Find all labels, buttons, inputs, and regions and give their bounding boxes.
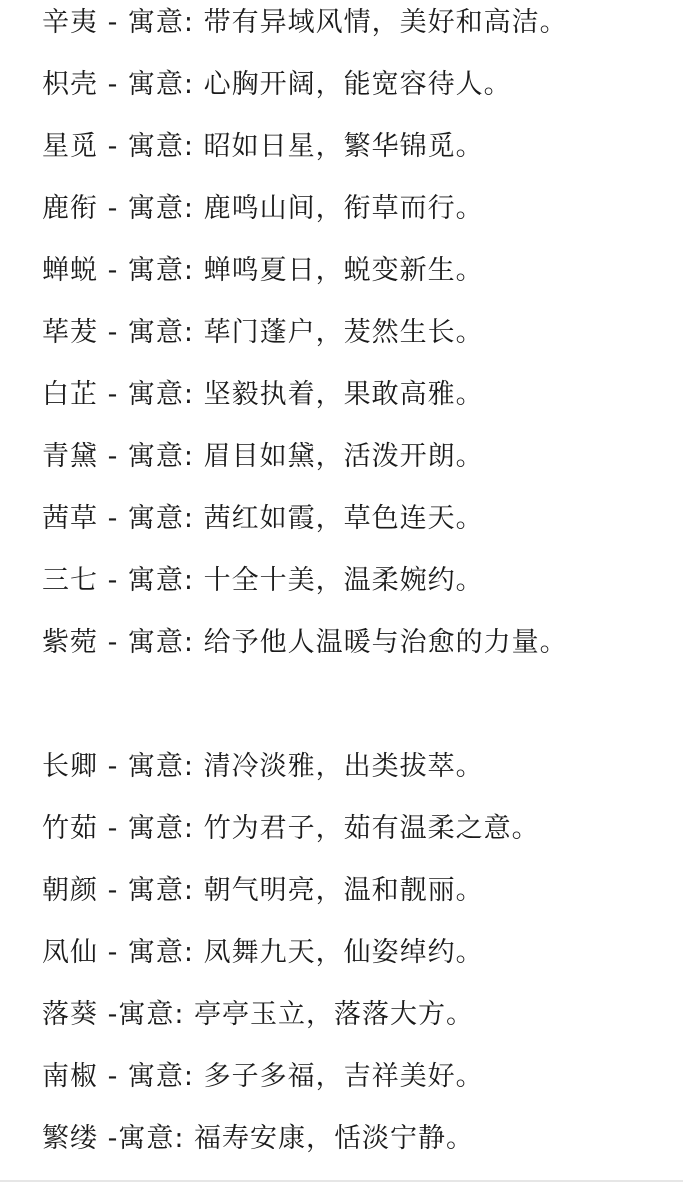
entry-separator: - 寓意: xyxy=(98,255,204,286)
list-item xyxy=(42,116,662,178)
list-item xyxy=(42,488,662,550)
list-item xyxy=(42,860,662,922)
entry-meaning: 给予他人温暖与治愈的力量。 xyxy=(203,627,568,658)
entry-meaning: 竹为君子，茹有温柔之意。 xyxy=(203,813,540,844)
entry-name: 辛夷 xyxy=(42,7,98,38)
entry-name: 落葵 xyxy=(42,999,98,1030)
entry-name: 星觅 xyxy=(42,131,98,162)
entry-name: 南椒 xyxy=(42,1061,98,1092)
bottom-divider xyxy=(0,1180,683,1182)
entry-meaning: 荜门蓬户，茇然生长。 xyxy=(203,317,484,348)
entry-name: 青黛 xyxy=(42,441,98,472)
entry-separator: - 寓意: xyxy=(98,565,204,596)
entry-name: 茜草 xyxy=(42,503,98,534)
entry-separator: - 寓意: xyxy=(98,7,204,38)
entry-separator: -寓意: xyxy=(98,999,195,1030)
entry-meaning: 多子多福，吉祥美好。 xyxy=(203,1061,484,1092)
list-item xyxy=(42,798,662,860)
list-item xyxy=(42,984,662,1046)
entry-name: 繁缕 xyxy=(42,1123,98,1154)
entry-name: 朝颜 xyxy=(42,875,98,906)
entry-name: 蝉蜕 xyxy=(42,255,98,286)
entry-name: 枳壳 xyxy=(42,69,98,100)
list-item xyxy=(42,612,662,736)
entry-name: 竹茹 xyxy=(42,813,98,844)
entry-name: 三七 xyxy=(42,565,98,596)
entry-meaning: 茜红如霞，草色连天。 xyxy=(203,503,484,534)
entry-meaning: 凤舞九天，仙姿绰约。 xyxy=(203,937,484,968)
list-item xyxy=(42,1108,662,1170)
entry-separator: - 寓意: xyxy=(98,937,204,968)
list-item xyxy=(42,0,662,54)
entry-meaning: 坚毅执着，果敢高雅。 xyxy=(203,379,484,410)
entry-meaning: 十全十美，温柔婉约。 xyxy=(203,565,484,596)
list-item xyxy=(42,240,662,302)
entry-name: 长卿 xyxy=(42,751,98,782)
entry-separator: - 寓意: xyxy=(98,193,204,224)
entry-name: 鹿衔 xyxy=(42,193,98,224)
list-item xyxy=(42,922,662,984)
entry-meaning: 带有异域风情，美好和高洁。 xyxy=(203,7,568,38)
list-item xyxy=(42,736,662,798)
entry-meaning: 心胸开阔，能宽容待人。 xyxy=(203,69,512,100)
list-item xyxy=(42,54,662,116)
entry-separator: - 寓意: xyxy=(98,379,204,410)
entry-meaning: 昭如日星，繁华锦觅。 xyxy=(203,131,484,162)
list-item xyxy=(42,302,662,364)
entry-separator: - 寓意: xyxy=(98,441,204,472)
entry-separator: - 寓意: xyxy=(98,69,204,100)
entry-meaning: 朝气明亮，温和靓丽。 xyxy=(203,875,484,906)
entry-separator: - 寓意: xyxy=(98,503,204,534)
entry-separator: - 寓意: xyxy=(98,1061,204,1092)
entry-name: 凤仙 xyxy=(42,937,98,968)
entry-name: 紫菀 xyxy=(42,627,98,658)
entry-name: 白芷 xyxy=(42,379,98,410)
entry-name: 荜茇 xyxy=(42,317,98,348)
list-item xyxy=(42,364,662,426)
entry-separator: - 寓意: xyxy=(98,317,204,348)
entry-meaning: 福寿安康，恬淡宁静。 xyxy=(194,1123,475,1154)
entry-meaning: 眉目如黛，活泼开朗。 xyxy=(203,441,484,472)
entry-separator: -寓意: xyxy=(98,1123,195,1154)
name-meaning-list xyxy=(42,0,662,1170)
list-item xyxy=(42,178,662,240)
list-item xyxy=(42,550,662,612)
entry-meaning: 鹿鸣山间，衔草而行。 xyxy=(203,193,484,224)
entry-separator: - 寓意: xyxy=(98,875,204,906)
entry-meaning: 亭亭玉立，落落大方。 xyxy=(194,999,475,1030)
entry-separator: - 寓意: xyxy=(98,627,204,658)
entry-meaning: 蝉鸣夏日，蜕变新生。 xyxy=(203,255,484,286)
entry-meaning: 清冷淡雅，出类拔萃。 xyxy=(203,751,484,782)
entry-separator: - 寓意: xyxy=(98,131,204,162)
entry-separator: - 寓意: xyxy=(98,813,204,844)
list-item xyxy=(42,1046,662,1108)
entry-separator: - 寓意: xyxy=(98,751,204,782)
list-item xyxy=(42,426,662,488)
